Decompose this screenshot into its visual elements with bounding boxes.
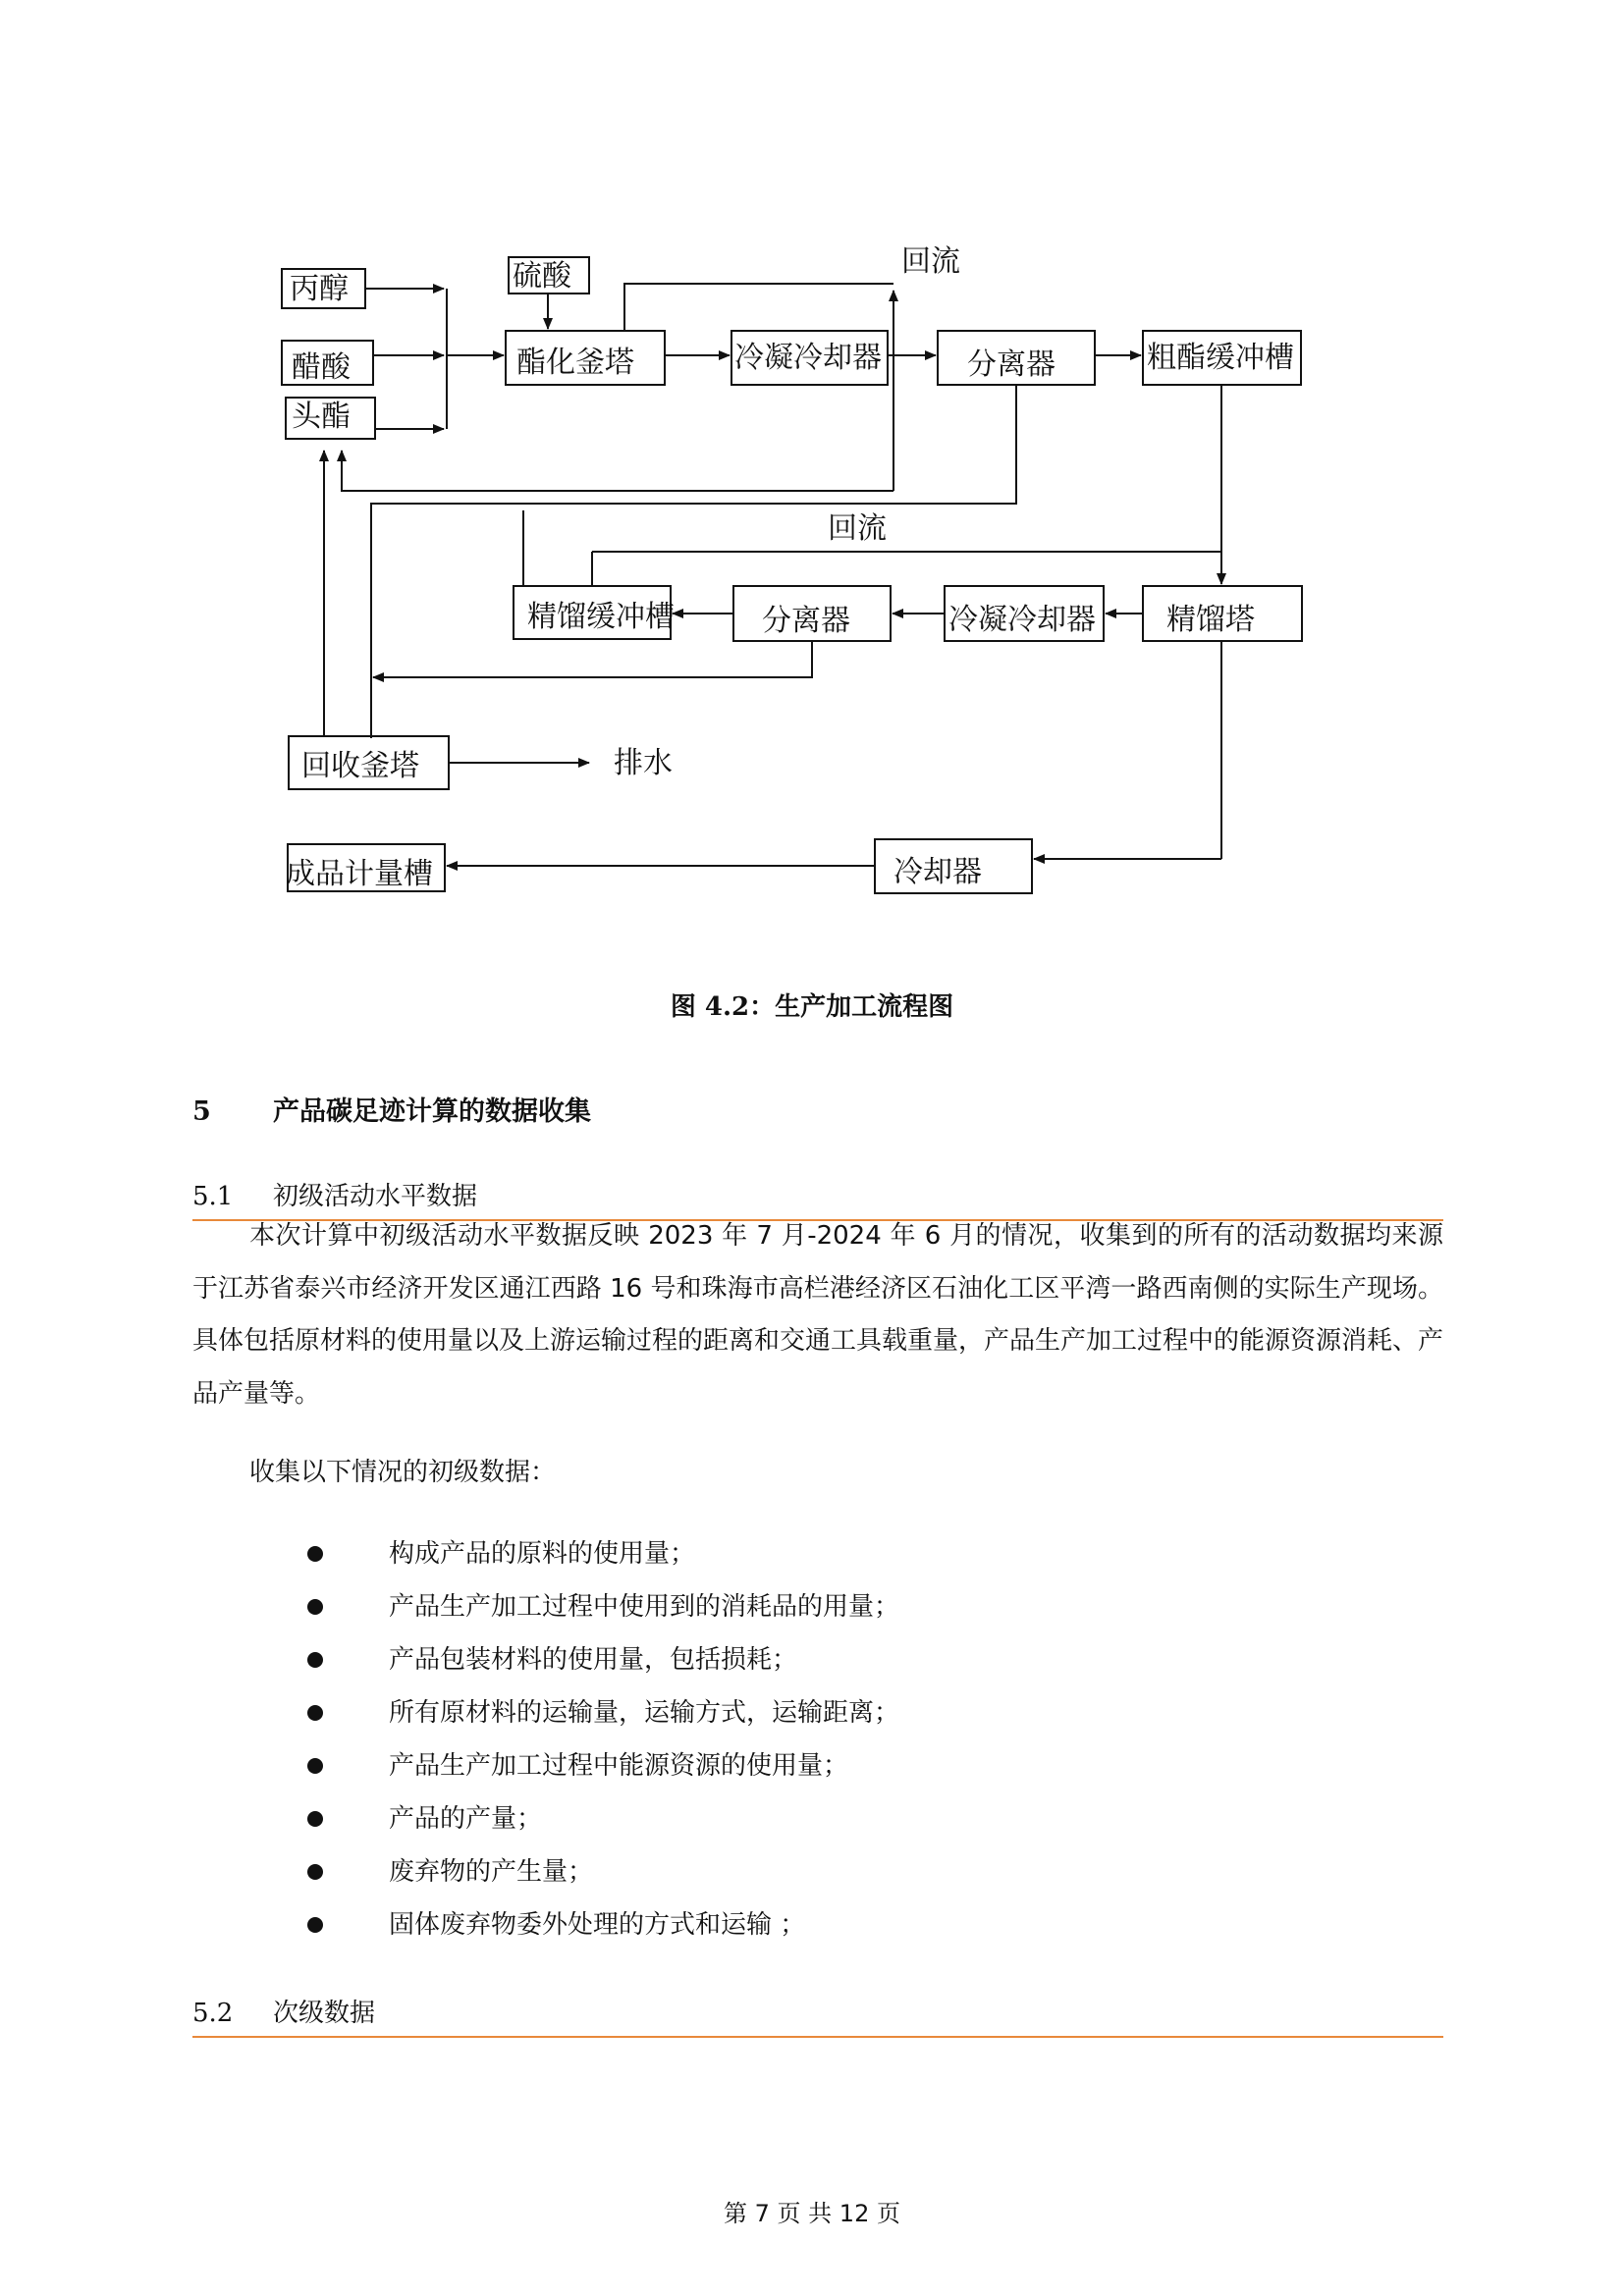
- bullet-icon: [307, 1546, 323, 1562]
- list-item: 构成产品的原料的使用量；: [192, 1527, 899, 1580]
- paragraph-collect-intro: 收集以下情况的初级数据：: [249, 1458, 557, 1487]
- svg-text:分离器: 分离器: [967, 347, 1056, 382]
- list-item: 产品生产加工过程中能源资源的使用量；: [192, 1739, 899, 1792]
- bullet-icon: [307, 1917, 323, 1933]
- node-product-metering-tank: [286, 844, 445, 891]
- label-reflux-2: 回流: [828, 511, 887, 546]
- bullet-icon: [307, 1758, 323, 1774]
- list-item: 产品生产加工过程中使用到的消耗品的用量；: [192, 1580, 899, 1633]
- section-number: 5.2: [192, 1999, 234, 2028]
- bullet-icon: [307, 1705, 323, 1721]
- list-item: 产品的产量；: [192, 1792, 899, 1845]
- node-recovery-tower: [289, 736, 449, 789]
- svg-text:硫酸: 硫酸: [513, 259, 571, 294]
- node-separator-2: [733, 586, 891, 641]
- svg-text:精馏塔: 精馏塔: [1166, 603, 1255, 637]
- list-item: 固体废弃物委外处理的方式和运输 ；: [192, 1898, 899, 1951]
- section-title: 次级数据: [273, 1999, 376, 2028]
- svg-text:回收釜塔: 回收釜塔: [301, 749, 419, 783]
- primary-data-list: [192, 1527, 899, 1951]
- label-drainage: 排水: [614, 746, 673, 780]
- node-acetic-acid: [282, 341, 373, 385]
- node-cooler: [875, 839, 1032, 893]
- node-separator-1: [938, 331, 1095, 385]
- node-esterification-tower: [506, 331, 665, 385]
- svg-text:头酯: 头酯: [292, 400, 351, 434]
- svg-text:丙醇: 丙醇: [290, 272, 349, 306]
- svg-text:粗酯缓冲槽: 粗酯缓冲槽: [1147, 341, 1294, 375]
- label-reflux-1: 回流: [901, 244, 960, 279]
- section-title: 初级活动水平数据: [273, 1182, 478, 1211]
- svg-text:精馏缓冲槽: 精馏缓冲槽: [527, 600, 675, 634]
- node-head-ester: [286, 398, 375, 439]
- svg-text:成品计量槽: 成品计量槽: [286, 857, 433, 891]
- list-item: 所有原材料的运输量，运输方式，运输距离；: [192, 1686, 899, 1739]
- paragraph-primary-data: 本次计算中初级活动水平数据反映 2023 年 7 月-2024 年 6 月的情况，收集到的所有的活动数据均来源于江苏省泰兴市经济开发区通江西路 16 号和珠海市高栏港经济区石油化工区平湾一路西南侧的实际生产现场。具体包括原材料的使用量以及上游运输过程的距离和交通工具载重量，产品生产加工过程中的能源资源消耗、产品产量等。: [192, 1221, 1444, 1409]
- section-5-2-heading: [192, 1993, 1443, 2038]
- svg-text:冷却器: 冷却器: [893, 855, 982, 889]
- section-title: 产品碳足迹计算的数据收集: [273, 1096, 591, 1127]
- production-flow-diagram: [0, 0, 1624, 942]
- bullet-icon: [307, 1811, 323, 1827]
- list-item: 产品包装材料的使用量，包括损耗；: [192, 1633, 899, 1686]
- page-footer: 第 7 页 共 12 页: [724, 2200, 900, 2227]
- node-propanol: [282, 269, 365, 308]
- bullet-icon: [307, 1599, 323, 1615]
- list-item: 废弃物的产生量；: [192, 1845, 899, 1898]
- node-condenser-cooler-2: [945, 586, 1104, 641]
- node-condenser-cooler-1: [731, 331, 888, 385]
- connector-bottom: [324, 451, 1221, 866]
- section-number: 5.1: [192, 1182, 234, 1211]
- svg-text:冷凝冷却器: 冷凝冷却器: [948, 603, 1096, 637]
- svg-text:冷凝冷却器: 冷凝冷却器: [734, 341, 882, 375]
- bullet-icon: [307, 1864, 323, 1880]
- node-refined-buffer: [514, 586, 675, 639]
- node-rectification-tower: [1143, 586, 1302, 641]
- svg-text:酯化釜塔: 酯化釜塔: [516, 346, 634, 380]
- figure-caption: 图 4.2：生产加工流程图: [670, 992, 954, 1022]
- bullet-icon: [307, 1652, 323, 1668]
- svg-text:醋酸: 醋酸: [292, 350, 351, 385]
- section-5-heading: [192, 1090, 591, 1128]
- node-sulfuric-acid: [509, 257, 589, 294]
- section-number: 5: [192, 1096, 211, 1127]
- svg-text:分离器: 分离器: [762, 604, 850, 638]
- node-crude-ester-buffer: [1143, 331, 1301, 385]
